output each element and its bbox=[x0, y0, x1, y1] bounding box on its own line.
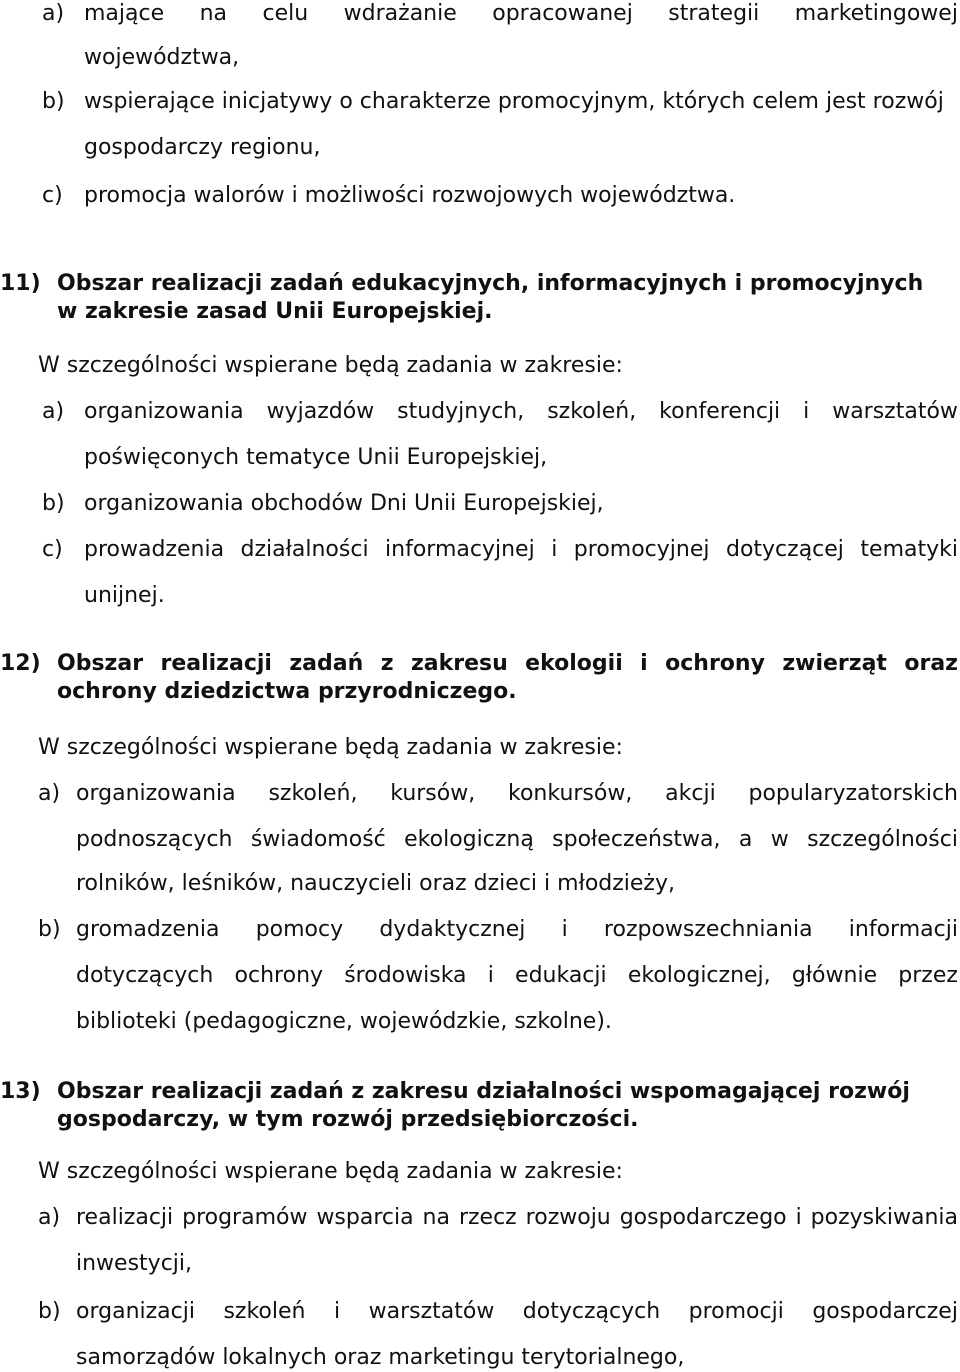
word: i bbox=[487, 963, 494, 988]
word: rozpowszechniania bbox=[603, 917, 813, 942]
list-item-text: inwestycji, bbox=[76, 1251, 193, 1276]
list-item-text bbox=[84, 0, 958, 28]
word: studyjnych, bbox=[397, 399, 525, 424]
word: informacyjnej bbox=[385, 537, 535, 562]
section-heading: gospodarczy, w tym rozwój przedsiębiorczości. bbox=[57, 1107, 639, 1132]
list-item-text: promocja walorów i możliwości rozwojowych województwa. bbox=[84, 183, 736, 208]
word: gospodarczej bbox=[812, 1299, 958, 1324]
word: przez bbox=[898, 963, 958, 988]
word: ochrony bbox=[234, 963, 324, 988]
section-number: 11) bbox=[0, 271, 41, 296]
list-item-text: gospodarczy regionu, bbox=[84, 135, 321, 160]
list-item-text bbox=[76, 780, 958, 808]
word: strategii bbox=[668, 1, 760, 26]
word: celu bbox=[262, 1, 309, 26]
word: na bbox=[199, 1, 228, 26]
section-number: 12) bbox=[0, 651, 41, 676]
word: organizowania bbox=[76, 781, 236, 806]
section-heading: ochrony dziedzictwa przyrodniczego. bbox=[57, 679, 517, 704]
word: głównie bbox=[791, 963, 878, 988]
word: pomocy bbox=[255, 917, 344, 942]
word: edukacji bbox=[515, 963, 607, 988]
list-marker: b) bbox=[42, 491, 65, 516]
list-item-text bbox=[84, 398, 958, 426]
word: realizacji bbox=[76, 1205, 174, 1230]
word: marketingowej bbox=[794, 1, 958, 26]
word: na bbox=[422, 1205, 450, 1230]
list-item-text bbox=[76, 826, 958, 854]
word: wsparcia bbox=[316, 1205, 414, 1230]
word: opracowanej bbox=[492, 1, 633, 26]
word: społeczeństwa, bbox=[552, 827, 721, 852]
word: środowiska bbox=[344, 963, 467, 988]
word: gospodarczego bbox=[619, 1205, 787, 1230]
word: szkoleń bbox=[223, 1299, 306, 1324]
word: rozwoju bbox=[525, 1205, 611, 1230]
word: i bbox=[640, 651, 648, 676]
word: Obszar bbox=[57, 651, 144, 676]
word: realizacji bbox=[160, 651, 272, 676]
list-item-text: unijnej. bbox=[84, 583, 165, 608]
word: dotyczących bbox=[522, 1299, 661, 1324]
section-intro: W szczególności wspierane będą zadania w zakresie: bbox=[38, 1159, 623, 1184]
list-item-text: poświęconych tematyce Unii Europejskiej, bbox=[84, 445, 548, 470]
list-marker: a) bbox=[38, 781, 61, 806]
word: ekologiczną bbox=[404, 827, 534, 852]
list-item-text: wspierające inicjatywy o charakterze promocyjnym, których celem jest rozwój bbox=[84, 89, 944, 114]
word: warsztatów bbox=[368, 1299, 495, 1324]
list-item-text bbox=[76, 962, 958, 990]
section-heading bbox=[57, 650, 958, 678]
list-marker: c) bbox=[42, 537, 63, 562]
word: w bbox=[770, 827, 789, 852]
list-item-text bbox=[76, 1204, 958, 1232]
word: zakresu bbox=[410, 651, 508, 676]
word: świadomość bbox=[250, 827, 386, 852]
list-item-text bbox=[84, 536, 958, 564]
word: akcji bbox=[665, 781, 716, 806]
word: ochrony bbox=[665, 651, 765, 676]
word: i bbox=[803, 399, 810, 424]
word: popularyzatorskich bbox=[748, 781, 958, 806]
list-marker: a) bbox=[42, 1, 65, 26]
list-item-text bbox=[76, 916, 958, 944]
list-item-text: samorządów lokalnych oraz marketingu terytorialnego, bbox=[76, 1345, 685, 1370]
list-marker: b) bbox=[38, 917, 61, 942]
word: ekologicznej, bbox=[627, 963, 771, 988]
section-intro: W szczególności wspierane będą zadania w zakresie: bbox=[38, 353, 623, 378]
word: i bbox=[333, 1299, 341, 1324]
section-heading: w zakresie zasad Unii Europejskiej. bbox=[57, 299, 493, 324]
word: szkoleń, bbox=[268, 781, 358, 806]
word: pozyskiwania bbox=[810, 1205, 958, 1230]
word: z bbox=[380, 651, 394, 676]
word: zadań bbox=[289, 651, 364, 676]
word: wdrażanie bbox=[343, 1, 457, 26]
word: i bbox=[551, 537, 558, 562]
word: oraz bbox=[904, 651, 958, 676]
list-item-text: rolników, leśników, nauczycieli oraz dzieci i młodzieży, bbox=[76, 871, 675, 896]
word: dotyczących bbox=[76, 963, 214, 988]
word: i bbox=[795, 1205, 802, 1230]
list-marker: b) bbox=[38, 1299, 61, 1324]
section-heading: Obszar realizacji zadań z zakresu działalności wspomagającej rozwój bbox=[57, 1079, 910, 1104]
word: i bbox=[561, 917, 568, 942]
word: wyjazdów bbox=[266, 399, 375, 424]
word: rzecz bbox=[458, 1205, 517, 1230]
list-item-text bbox=[76, 1298, 958, 1326]
word: dydaktycznej bbox=[379, 917, 526, 942]
list-item-text: województwa, bbox=[84, 45, 240, 70]
word: podnoszących bbox=[76, 827, 233, 852]
list-marker: a) bbox=[38, 1205, 61, 1230]
word: organizacji bbox=[76, 1299, 195, 1324]
word: programów bbox=[182, 1205, 308, 1230]
word: warsztatów bbox=[832, 399, 958, 424]
word: tematyki bbox=[860, 537, 958, 562]
section-intro: W szczególności wspierane będą zadania w zakresie: bbox=[38, 735, 623, 760]
word: organizowania bbox=[84, 399, 244, 424]
list-marker: c) bbox=[42, 183, 63, 208]
list-item-text: organizowania obchodów Dni Unii Europejskiej, bbox=[84, 491, 604, 516]
word: informacji bbox=[848, 917, 958, 942]
word: a bbox=[738, 827, 753, 852]
word: konkursów, bbox=[508, 781, 633, 806]
word: ekologii bbox=[525, 651, 623, 676]
word: kursów, bbox=[390, 781, 476, 806]
word: zwierząt bbox=[782, 651, 887, 676]
word: mające bbox=[84, 1, 165, 26]
word: szczególności bbox=[807, 827, 958, 852]
word: promocji bbox=[688, 1299, 784, 1324]
word: szkoleń, bbox=[547, 399, 637, 424]
section-number: 13) bbox=[0, 1079, 41, 1104]
list-marker: a) bbox=[42, 399, 65, 424]
section-heading: Obszar realizacji zadań edukacyjnych, informacyjnych i promocyjnych bbox=[57, 271, 924, 296]
word: dotyczącej bbox=[725, 537, 844, 562]
word: prowadzenia bbox=[84, 537, 225, 562]
word: działalności bbox=[240, 537, 369, 562]
list-item-text: biblioteki (pedagogiczne, wojewódzkie, szkolne). bbox=[76, 1009, 612, 1034]
word: promocyjnej bbox=[573, 537, 710, 562]
word: gromadzenia bbox=[76, 917, 220, 942]
word: konferencji bbox=[659, 399, 781, 424]
list-marker: b) bbox=[42, 89, 65, 114]
